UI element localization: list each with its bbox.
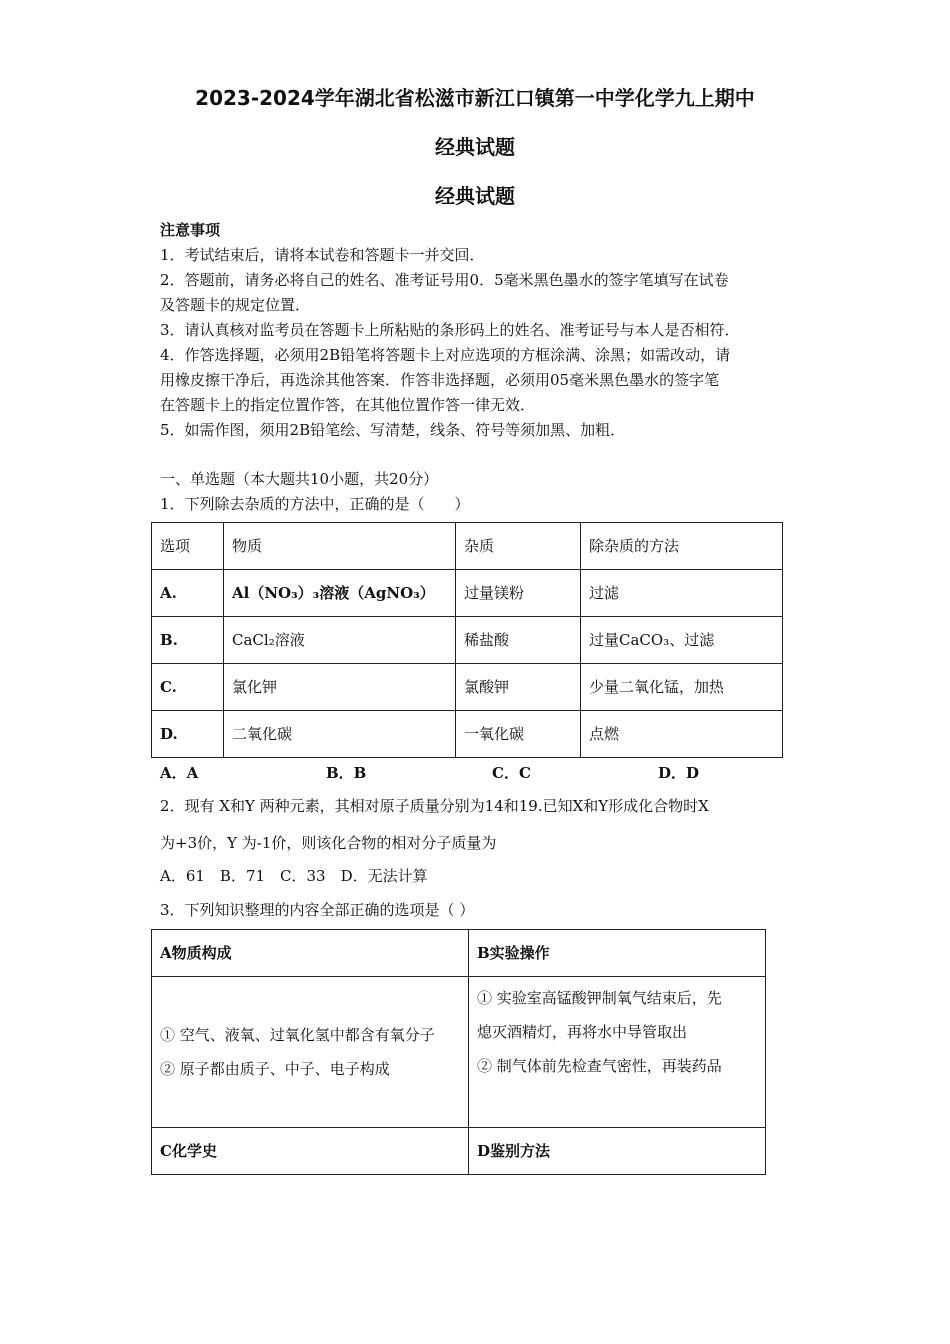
cell-a-head: A物质构成 — [152, 930, 469, 977]
cell: 一氧化碳 — [456, 711, 581, 758]
q2-q3-section — [160, 794, 800, 923]
table-row — [152, 977, 766, 1128]
notes-section — [160, 218, 800, 517]
cell: 少量二氧化锰，加热 — [581, 664, 783, 711]
cell: 过滤 — [581, 570, 783, 617]
q3-stem: 3．下列知识整理的内容全部正确的选项是（ ） — [160, 901, 475, 919]
text-line: ① 实验室高锰酸钾制氧气结束后，先 — [477, 989, 722, 1007]
header-cell: 物质 — [224, 523, 456, 570]
table-row — [152, 1128, 766, 1175]
cell: 过量CaCO₃、过滤 — [581, 617, 783, 664]
text-line: ① 空气、液氧、过氧化氢中都含有氧分子 — [160, 1026, 435, 1044]
cell-c-head: C化学史 — [152, 1128, 469, 1175]
q1-option-d: D．D — [658, 764, 700, 782]
title-line-2: 经典试题 — [435, 135, 515, 159]
q1-table — [151, 522, 783, 758]
note-line: 1．考试结束后，请将本试卷和答题卡一并交回． — [160, 246, 485, 264]
cell-a-content — [152, 977, 469, 1128]
q3-table — [151, 929, 766, 1175]
table-row — [152, 711, 783, 758]
cell: A. — [152, 570, 224, 617]
cell: B. — [152, 617, 224, 664]
table-row — [152, 930, 766, 977]
cell-d-head: D鉴别方法 — [469, 1128, 766, 1175]
note-line: 3．请认真核对监考员在答题卡上所粘贴的条形码上的姓名、准考证号与本人是否相符． — [160, 321, 740, 339]
cell: 二氧化碳 — [224, 711, 456, 758]
title-line-1: 2023-2024学年湖北省松滋市新江口镇第一中学化学九上期中 — [195, 86, 755, 110]
cell: CaCl₂溶液 — [224, 617, 456, 664]
note-line: 2．答题前，请务必将自己的姓名、准考证号用0．5毫米黑色墨水的签字笔填写在试卷 — [160, 271, 729, 289]
q2-options: A．61 B．71 C．33 D．无法计算 — [160, 867, 428, 885]
cell: C. — [152, 664, 224, 711]
cell: 过量镁粉 — [456, 570, 581, 617]
table-row — [152, 664, 783, 711]
q2-line-2: 为+3价，Y 为-1价，则该化合物的相对分子质量为 — [160, 834, 497, 852]
table-header-row — [152, 523, 783, 570]
header-cell: 选项 — [152, 523, 224, 570]
table-row — [152, 570, 783, 617]
q2-line-1: 2．现有 X和Y 两种元素，其相对原子质量分别为14和19.已知X和Y形成化合物时X — [160, 797, 709, 815]
cell: Al（NO₃）₃溶液（AgNO₃） — [224, 570, 456, 617]
note-line: 及答题卡的规定位置． — [160, 296, 311, 314]
cell: 点燃 — [581, 711, 783, 758]
text-line: ② 制气体前先检查气密性，再装药品 — [477, 1057, 722, 1075]
cell-b-content — [469, 977, 766, 1128]
q1-options — [160, 760, 950, 786]
subtitle: 经典试题 — [435, 184, 515, 208]
table-row — [152, 617, 783, 664]
note-line: 5．如需作图，须用2B铅笔绘、写清楚，线条、符号等须加黑、加粗． — [160, 421, 626, 439]
header-cell: 杂质 — [456, 523, 581, 570]
cell: 氯化钾 — [224, 664, 456, 711]
text-line: ② 原子都由质子、中子、电子构成 — [160, 1060, 390, 1078]
note-line: 用橡皮擦干净后，再选涂其他答案．作答非选择题，必须用05毫米黑色墨水的签字笔 — [160, 371, 720, 389]
q1-option-b: B．B — [326, 764, 367, 782]
cell: 稀盐酸 — [456, 617, 581, 664]
text-line: 熄灭酒精灯，再将水中导管取出 — [477, 1023, 688, 1041]
q1-stem: 1．下列除去杂质的方法中，正确的是（ ） — [160, 495, 470, 513]
notes-heading: 注意事项 — [160, 221, 221, 239]
header-cell: 除杂质的方法 — [581, 523, 783, 570]
cell-b-head: B实验操作 — [469, 930, 766, 977]
section-heading: 一、单选题（本大题共10小题，共20分） — [160, 470, 439, 488]
note-line: 4．作答选择题，必须用2B铅笔将答题卡上对应选项的方框涂满、涂黑；如需改动，请 — [160, 346, 731, 364]
note-line: 在答题卡上的指定位置作答，在其他位置作答一律无效． — [160, 396, 536, 414]
q1-option-a: A．A — [160, 764, 199, 782]
cell: D. — [152, 711, 224, 758]
cell: 氯酸钾 — [456, 664, 581, 711]
q1-option-c: C．C — [492, 764, 531, 782]
